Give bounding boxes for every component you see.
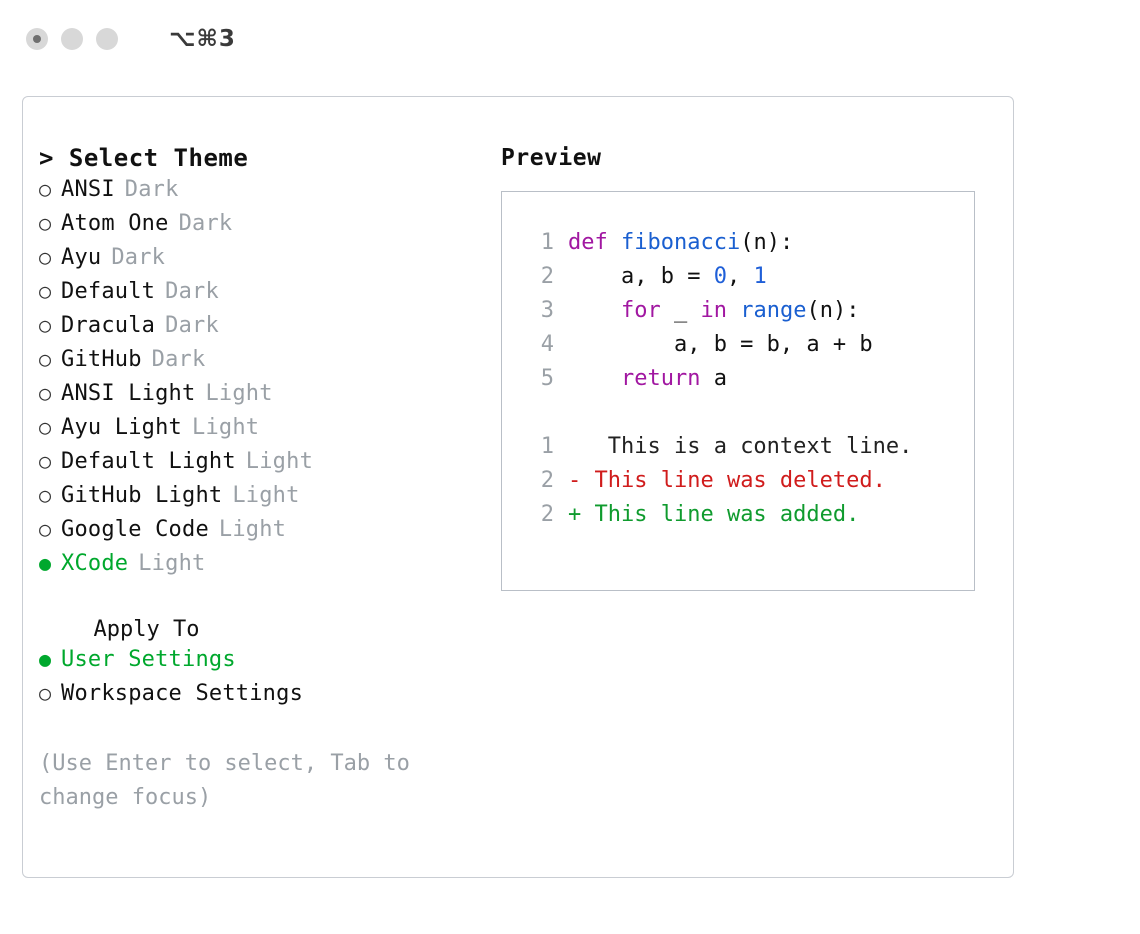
radio-unselected-icon: ○ [39, 483, 52, 507]
code-token: fibonacci [620, 230, 741, 255]
theme-option-label: Ayu [61, 245, 102, 270]
diff-line [520, 468, 974, 502]
radio-unselected-icon: ○ [39, 211, 52, 235]
diff-text: This line was deleted. [581, 468, 886, 493]
diff-line [520, 502, 974, 536]
diff-marker [568, 434, 581, 459]
theme-option-label: Dracula [61, 313, 156, 338]
line-number: 2 [540, 468, 554, 493]
theme-option-variant: Dark [178, 211, 233, 236]
theme-option-variant: Light [218, 517, 287, 542]
theme-option-label: Ayu Light [61, 415, 183, 440]
apply-to-option-label: User Settings [61, 647, 236, 672]
window-dot-3[interactable] [96, 28, 118, 50]
code-token: , [726, 264, 754, 289]
code-line-content [568, 230, 793, 255]
code-token: def [568, 230, 621, 255]
diff-preview [520, 434, 974, 536]
apply-to-option-workspace-settings[interactable] [39, 681, 485, 715]
apply-to-options[interactable] [39, 647, 485, 715]
line-number: 5 [540, 366, 554, 391]
code-token: return [620, 366, 701, 391]
radio-unselected-icon: ○ [39, 415, 52, 439]
radio-unselected-icon: ○ [39, 245, 52, 269]
preview-column [485, 141, 1013, 815]
theme-option-variant: Light [138, 551, 206, 576]
code-token: in [700, 298, 727, 323]
code-token: (n): [806, 298, 860, 323]
code-token: range [740, 298, 807, 323]
theme-option-variant: Dark [151, 347, 206, 372]
theme-option-label: GitHub Light [61, 483, 223, 508]
apply-to-option-label: Workspace Settings [61, 681, 304, 706]
line-number: 4 [540, 332, 554, 357]
theme-option-variant: Light [205, 381, 273, 406]
theme-option-label: ANSI [61, 177, 115, 202]
theme-option-variant: Dark [165, 313, 219, 338]
line-number: 2 [540, 502, 554, 527]
theme-option-variant: Dark [165, 279, 219, 304]
theme-option-label: Default Light [61, 449, 236, 474]
preview-box [501, 191, 975, 591]
code-token [568, 298, 621, 323]
theme-list[interactable] [39, 177, 485, 585]
code-token: a [700, 366, 727, 391]
code-token: _ [660, 298, 701, 323]
theme-option-label: GitHub [61, 347, 142, 372]
radio-unselected-icon: ○ [39, 381, 52, 405]
code-token [568, 366, 621, 391]
line-number: 3 [540, 298, 554, 323]
select-theme-heading: > Select Theme [39, 144, 249, 172]
code-line-content [568, 332, 873, 357]
code-line-content [568, 366, 727, 391]
theme-option-ayu-light[interactable] [39, 415, 485, 449]
theme-option-default-light[interactable] [39, 449, 485, 483]
code-preview [520, 230, 974, 400]
apply-to-option-user-settings[interactable] [39, 647, 485, 681]
theme-option-label: Google Code [61, 517, 209, 542]
apply-to-block [39, 613, 485, 715]
preview-heading: Preview [501, 145, 602, 171]
theme-list-column [23, 141, 485, 815]
code-line [520, 332, 974, 366]
theme-option-github-light[interactable] [39, 483, 485, 517]
theme-option-label: ANSI Light [61, 381, 196, 406]
diff-text: This is a context line. [581, 434, 913, 459]
radio-unselected-icon: ○ [39, 279, 52, 303]
diff-marker: - [568, 468, 582, 493]
line-number: 1 [540, 230, 554, 255]
code-token: for [620, 298, 661, 323]
window-titlebar [0, 0, 1140, 78]
code-line [520, 264, 974, 298]
code-token: 0 [713, 264, 727, 289]
theme-option-dracula[interactable] [39, 313, 485, 347]
code-token: a, b = [568, 264, 714, 289]
window-dot-2[interactable] [61, 28, 83, 50]
radio-unselected-icon: ○ [39, 177, 52, 201]
theme-option-xcode[interactable] [39, 551, 485, 585]
line-number: 1 [540, 434, 554, 459]
radio-unselected-icon: ○ [39, 449, 52, 473]
diff-marker: + [568, 502, 582, 527]
theme-option-ansi-light[interactable] [39, 381, 485, 415]
theme-option-github[interactable] [39, 347, 485, 381]
theme-option-google-code[interactable] [39, 517, 485, 551]
code-line-content [568, 298, 859, 323]
line-number: 2 [540, 264, 554, 289]
diff-text: This line was added. [581, 502, 860, 527]
radio-unselected-icon: ○ [39, 313, 52, 337]
keyboard-hint-text: (Use Enter to select, Tab to change focus) [39, 751, 424, 810]
theme-option-label: Default [61, 279, 156, 304]
theme-option-variant: Light [192, 415, 260, 440]
theme-option-label: XCode [61, 551, 129, 576]
preview-spacer [520, 400, 974, 434]
theme-option-variant: Dark [124, 177, 179, 202]
radio-unselected-icon: ○ [39, 347, 52, 371]
theme-option-variant: Dark [111, 245, 166, 270]
code-token: (n): [740, 230, 794, 255]
code-token: a, b = b, a + b [568, 332, 873, 357]
theme-option-variant: Light [245, 449, 314, 474]
code-token: 1 [753, 264, 767, 289]
radio-selected-icon: ● [39, 647, 52, 671]
radio-unselected-icon: ○ [39, 517, 52, 541]
theme-selector-panel [22, 96, 1014, 878]
radio-selected-icon: ● [39, 551, 52, 575]
radio-unselected-icon: ○ [39, 681, 52, 705]
code-line-content [568, 264, 767, 289]
theme-option-ayu[interactable] [39, 245, 485, 279]
code-line [520, 230, 974, 264]
code-line [520, 298, 974, 332]
code-token [727, 298, 740, 323]
apply-to-title: Apply To [67, 617, 200, 642]
keyboard-shortcut-label: ⌥⌘3 [169, 26, 236, 52]
theme-option-atom-one[interactable] [39, 211, 485, 245]
code-line [520, 366, 974, 400]
diff-line [520, 434, 974, 468]
theme-option-label: Atom One [61, 211, 169, 236]
theme-option-variant: Light [232, 483, 300, 508]
theme-option-ansi[interactable] [39, 177, 485, 211]
window-dot-1[interactable] [26, 28, 48, 50]
theme-option-default[interactable] [39, 279, 485, 313]
